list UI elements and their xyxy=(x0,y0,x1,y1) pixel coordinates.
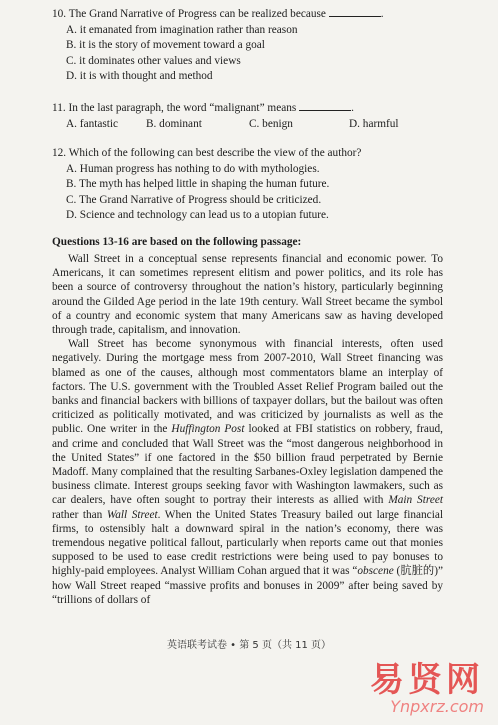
answer-blank xyxy=(329,6,381,17)
question-10: 10. The Grand Narrative of Progress can be realized because . A. it emanated from imagination rather than reason B. it is the story of movement toward a goal C. it dominates other values and views D. it is with thought and method xyxy=(52,6,452,85)
page-footer: 英语联考试卷 • 第 5 页（共 11 页） xyxy=(166,640,332,651)
obscene-term: obscene xyxy=(357,565,394,578)
option-d: D. Science and technology can lead us to a utopian future. xyxy=(66,209,329,221)
question-10-options xyxy=(52,23,452,85)
question-11-options xyxy=(52,117,452,133)
main-street-term: Main Street xyxy=(388,494,443,507)
watermark-logo: 易贤网 xyxy=(370,660,484,700)
paragraph-2: Wall Street has become synonymous with financial interests, often used negatively. During the mortgage mess from 2007-2010, Wall Street financing was blamed as one of the causes, although most commentators blame an interplay of factors. The U.S. government with the Troubled Asset Relief Program bailed out the banks and financial backers with billions of taxpayer dollars, but the bailout was often criticized as politically motivated, and was criticized by journalists as well as the public. One writer in the Huffington Post looked at FBI statistics on robbery, fraud, and crime and concluded that Wall Street was the “most dangerous neighborhood in the United States” if one factored in the $50 billion fraud perpetrated by Bernie Madoff. Many complained that the resulting Sarbanes-Oxley legislation dampened the business climate. Interest groups seeking favor with Washington lawmakers, such as car dealers, have often sought to portray their interests as allied with Main Street rather than Wall Street. When the United States Treasury bailed out large financial firms, to ostensibly halt a downward spiral in the nation’s economy, there was tremendous negative political fallout, particularly when reports came out that monies supposed to be used to ease credit restrictions were being used to pay bonuses to highly-paid employees. Analyst William Cohan argued that it was “obscene (肮脏的)” how Wall Street reaped “massive profits and bonuses in 2009” after being saved by “trillions of dollars of xyxy=(52,338,443,606)
option-a: A. fantastic xyxy=(66,117,119,130)
option-c: C. benign xyxy=(249,117,293,130)
question-10-stem: 10. The Grand Narrative of Progress can be realized because xyxy=(52,8,326,20)
paragraph-1: Wall Street in a conceptual sense represents financial and economic power. To Americans, it can sometimes represent elitism and power politics, and its role has been a source of controversy throughout the nation’s history, particularly beginning around the Gilded Age period in the late 19th century. Wall Street became the symbol of a country and economic system that many Americans saw as having developed through trade, capitalism, and innovation. xyxy=(52,253,443,337)
passage-body xyxy=(52,252,443,607)
option-a: A. Human progress has nothing to do with mythologies. xyxy=(66,162,320,175)
option-d: D. harmful xyxy=(349,117,399,130)
watermark-url: Ynpxrz.com xyxy=(390,697,484,716)
question-12-options xyxy=(52,162,452,224)
option-c: C. it dominates other values and views xyxy=(66,54,241,67)
question-12-stem: 12. Which of the following can best describe the view of the author? xyxy=(52,147,362,159)
option-b: B. dominant xyxy=(146,117,202,130)
question-11-stem: 11. In the last paragraph, the word “malignant” means xyxy=(52,102,297,114)
option-b: B. it is the story of movement toward a goal xyxy=(66,39,265,51)
answer-blank xyxy=(299,100,351,111)
site-watermark xyxy=(370,652,484,716)
question-12 xyxy=(52,146,452,224)
question-11: 11. In the last paragraph, the word “malignant” means . A. fantastic B. dominant C. benign D. harmful xyxy=(52,100,452,132)
option-d: D. it is with thought and method xyxy=(66,70,213,82)
option-c: C. The Grand Narrative of Progress should be criticized. xyxy=(66,193,322,206)
option-a: A. it emanated from imagination rather than reason xyxy=(66,23,298,36)
option-b: B. The myth has helped little in shaping the human future. xyxy=(66,178,330,190)
passage-heading: Questions 13-16 are based on the following passage: xyxy=(52,236,302,248)
wall-street-term: Wall Street xyxy=(106,508,158,521)
huffington-post-title: Huffington Post xyxy=(171,423,245,436)
